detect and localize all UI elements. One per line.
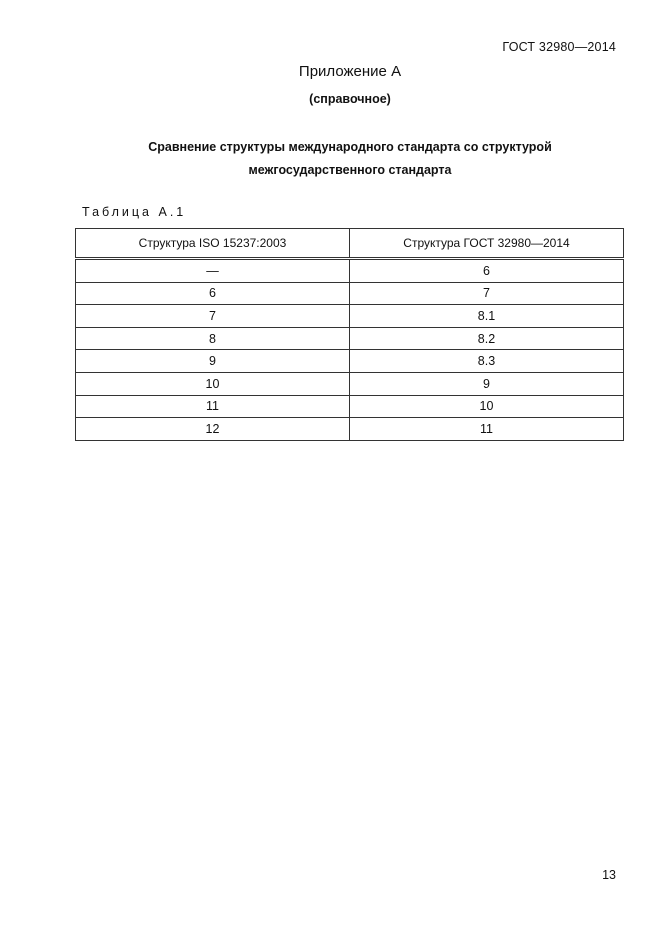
table-row	[76, 418, 624, 441]
standard-id: ГОСТ 32980—2014	[502, 40, 616, 54]
appendix-note: (справочное)	[309, 92, 391, 106]
page-number: 13	[602, 868, 616, 882]
table-row	[76, 327, 624, 350]
table-cell-iso: 9	[76, 350, 350, 373]
table-row	[76, 305, 624, 328]
table-cell-iso: 8	[76, 327, 350, 350]
table-header-row	[76, 229, 624, 259]
section-heading-line-1: Сравнение структуры международного стандарта со структурой	[148, 140, 552, 154]
table-cell-iso: 12	[76, 418, 350, 441]
table-cell-gost: 8.2	[350, 327, 624, 350]
table-row	[76, 372, 624, 395]
table-cell-iso: 6	[76, 282, 350, 305]
table-cell-gost: 7	[350, 282, 624, 305]
section-heading	[0, 136, 661, 182]
table-cell-gost: 8.1	[350, 305, 624, 328]
table-cell-gost: 10	[350, 395, 624, 418]
column-header-gost: Структура ГОСТ 32980—2014	[350, 229, 624, 259]
section-heading-line-2: межгосударственного стандарта	[248, 163, 452, 177]
table-cell-iso: 10	[76, 372, 350, 395]
table-row	[76, 350, 624, 373]
table-cell-iso: 11	[76, 395, 350, 418]
column-header-iso: Структура ISO 15237:2003	[76, 229, 350, 259]
appendix-title: Приложение А	[298, 63, 402, 80]
table-cell-gost: 6	[350, 259, 624, 283]
table-cell-iso: —	[76, 259, 350, 283]
table-cell-iso: 7	[76, 305, 350, 328]
table-cell-gost: 8.3	[350, 350, 624, 373]
table-cell-gost: 11	[350, 418, 624, 441]
table-caption: Таблица А.1	[82, 205, 187, 219]
table-row	[76, 395, 624, 418]
table-row	[76, 282, 624, 305]
table-row	[76, 259, 624, 283]
comparison-table	[75, 228, 624, 441]
table-cell-gost: 9	[350, 372, 624, 395]
